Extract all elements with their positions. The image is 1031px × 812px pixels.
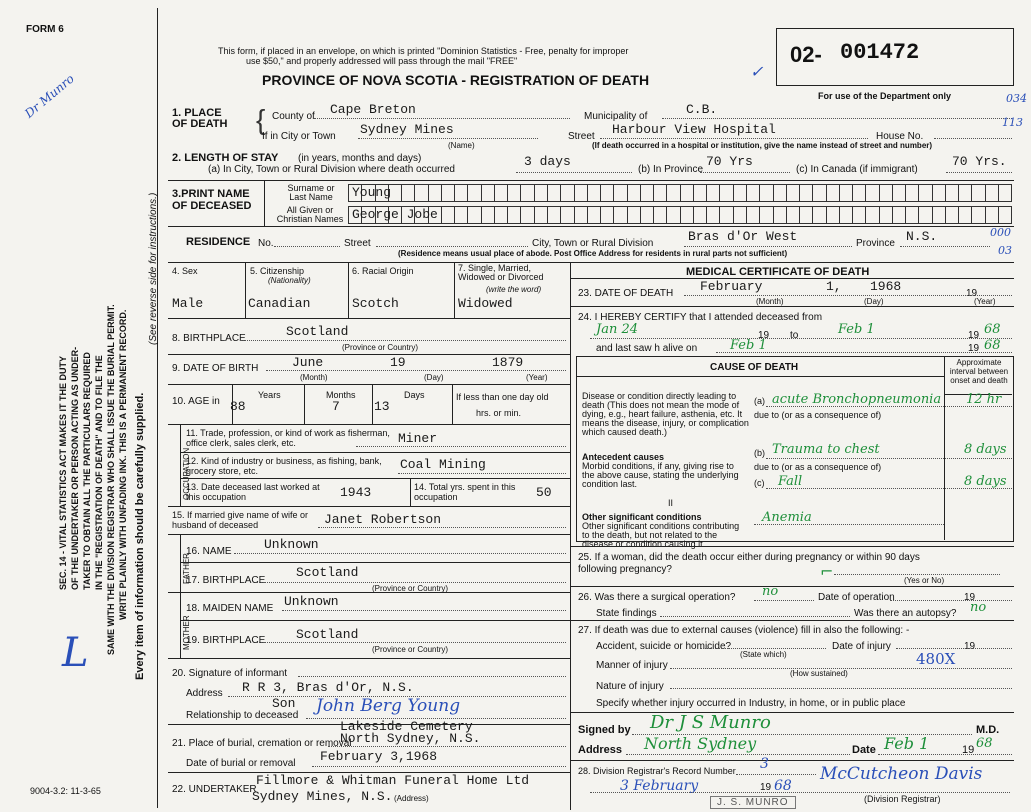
- dob-label: 9. DATE OF BIRTH: [172, 363, 259, 374]
- form-code: 9004-3.2: 11-3-65: [30, 786, 101, 796]
- city-value: Sydney Mines: [360, 122, 454, 137]
- injury-date-label: Date of injury: [832, 641, 891, 652]
- less-than-day: If less than one day old: [456, 392, 549, 402]
- attend-to-year: 68: [984, 322, 1001, 337]
- other-label-head: Other significant conditions: [582, 512, 702, 522]
- last-saw-label: and last saw h alive on: [596, 343, 698, 354]
- mother-maiden-value: Unknown: [284, 594, 339, 609]
- residence-street-label: Street: [344, 238, 371, 249]
- attend-from-year: 19: [758, 330, 770, 341]
- house-label: House No.: [876, 131, 924, 142]
- citizenship-label: 5. Citizenship: [250, 266, 305, 276]
- q27: 27. If death was due to external causes (violence) fill in also the following: -: [578, 625, 910, 636]
- informant-sig-label: 20. Signature of informant: [172, 668, 288, 679]
- side-text-7: Every item of information should be carefully supplied.: [134, 392, 146, 680]
- md-label: M.D.: [976, 724, 1000, 736]
- trade-value: Miner: [398, 431, 438, 446]
- check-mark: ✓: [750, 62, 764, 81]
- residence-province-value: N.S.: [906, 229, 938, 244]
- date-label: Date: [852, 744, 876, 756]
- state-which: (State which): [740, 650, 787, 659]
- mother-birthplace-label: 19. BIRTHPLACE: [186, 635, 266, 646]
- name-caption: (Name): [448, 141, 475, 150]
- total-years-label: 14. Total yrs. spent in this occupation: [414, 482, 516, 502]
- surname-label: Surname or Last Name: [287, 183, 335, 202]
- undertaker-address-cap: (Address): [394, 794, 429, 803]
- residence-province-label: Province: [856, 238, 895, 249]
- death-month: February: [700, 279, 763, 294]
- last-saw-value: Feb 1: [730, 338, 767, 353]
- department-use-caption: For use of the Department only: [818, 91, 952, 101]
- surname-value: Young: [352, 185, 392, 200]
- signed-value: Dr J S Munro: [650, 712, 771, 733]
- filed-year: 68: [774, 778, 792, 794]
- trade-label: 11. Trade, profession, or kind of work as fisherman, office clerk, sales clerk, etc.: [186, 428, 390, 448]
- father-birthplace-label: 17. BIRTHPLACE: [186, 575, 266, 586]
- disease-label: Disease or condition directly leading to death (This does not mean the mode of dying, e.g., heart failure, asthenia, etc. It means the disease, injury, or complication which caused death.): [582, 391, 749, 437]
- place-code-1: 034: [1006, 92, 1027, 105]
- manner-note: 480X: [916, 650, 956, 668]
- stay-b-label: (b) In Province: [638, 164, 704, 175]
- age-label: 10. AGE in: [172, 396, 220, 407]
- birthplace-caption: (Province or Country): [342, 343, 419, 352]
- street-value: Harbour View Hospital: [612, 122, 776, 137]
- birthplace-label: 8. BIRTHPLACE: [172, 333, 246, 344]
- autopsy-answer: no: [970, 600, 987, 615]
- dob-year: 1879: [492, 355, 524, 370]
- total-years-value: 50: [536, 485, 552, 500]
- death-year: 1968: [870, 279, 902, 294]
- birthplace-value: Scotland: [286, 324, 349, 339]
- mother-maiden-label: 18. MAIDEN NAME: [186, 603, 274, 614]
- last-worked-value: 1943: [340, 485, 372, 500]
- death-year-cap: (Year): [974, 297, 996, 306]
- cause-b-interval: 8 days: [964, 442, 1007, 457]
- last-saw-year-prefix: 19: [968, 343, 980, 354]
- part-ii: II: [668, 498, 674, 508]
- cause-b-prefix: (b): [754, 448, 765, 458]
- citizenship-sub: (Nationality): [268, 276, 311, 285]
- stay-c-value: 70 Yrs.: [952, 154, 1007, 169]
- cause-a: acute Bronchopneumonia: [772, 392, 942, 407]
- given-value: George Jobe: [352, 207, 438, 222]
- relationship-value: Son: [272, 696, 296, 711]
- residence-code-1: 000: [990, 226, 1011, 239]
- mail-notice-line1: This form, if placed in an envelope, on which is printed "Dominion Statistics - Free, penalty for improper: [218, 46, 629, 56]
- cause-c-interval: 8 days: [964, 474, 1007, 489]
- undertaker-label: 22. UNDERTAKER: [172, 784, 257, 795]
- age-days-cap: Days: [404, 390, 425, 400]
- burial-place-2: North Sydney, N.S.: [340, 731, 481, 746]
- accident-label: Accident, suicide or homicide?: [596, 641, 732, 652]
- manner-label: Manner of injury: [596, 660, 668, 671]
- op-date-label: Date of operation: [818, 592, 895, 603]
- informant-signature: John Berg Young: [316, 696, 461, 716]
- q28-number: 3: [760, 756, 769, 772]
- death-month-cap: (Month): [756, 297, 784, 306]
- death-date-label: 23. DATE OF DEATH: [578, 288, 674, 299]
- attend-to-year-prefix: 19: [968, 330, 980, 341]
- father-name-value: Unknown: [264, 537, 319, 552]
- father-name-label: 16. NAME: [186, 546, 232, 557]
- residence-label: RESIDENCE: [186, 236, 251, 248]
- racial-value: Scotch: [352, 296, 399, 311]
- last-worked-label: 13. Date deceased last worked at this occupation: [186, 482, 320, 502]
- other-label: Other significant conditions contributing to the death, but not related to the disease or condition causing it.: [582, 521, 740, 549]
- street-label: Street: [568, 131, 595, 142]
- municipality-label: Municipality of: [584, 111, 648, 122]
- marital-value: Widowed: [458, 296, 513, 311]
- attend-to-word: to: [790, 330, 799, 341]
- residence-city-label: City, Town or Rural Division: [532, 238, 654, 249]
- marital-label: 7. Single, Married, Widowed or Divorced: [458, 263, 544, 282]
- antecedent-label: Antecedent causes: [582, 452, 665, 462]
- side-text-8: (See reverse side for instructions.): [148, 192, 159, 345]
- date-year: 68: [976, 736, 993, 751]
- dob-day: 19: [390, 355, 406, 370]
- cause-b: Trauma to chest: [772, 442, 880, 457]
- father-side-label: FATHER: [182, 553, 191, 584]
- age-years-value: 88: [230, 399, 246, 414]
- stay-a-label: (a) In City, Town or Rural Division where death occurred: [208, 164, 455, 175]
- citizenship-value: Canadian: [248, 296, 311, 311]
- autopsy-label: Was there an autopsy?: [854, 608, 957, 619]
- dob-day-cap: (Day): [424, 373, 444, 382]
- brace: {: [256, 104, 266, 135]
- undertaker-name: Fillmore & Whitman Funeral Home Ltd: [256, 773, 530, 788]
- occupation-side-label: OCCUPATION: [182, 447, 191, 500]
- county-label: County of: [272, 111, 315, 122]
- mother-side-label: MOTHER: [182, 615, 191, 650]
- given-label: All Given or Christian Names: [276, 205, 344, 224]
- registration-prefix: 02-: [790, 42, 822, 67]
- hospital-note: (If death occurred in a hospital or institution, give the name instead of street and number): [592, 141, 933, 150]
- industry-value: Coal Mining: [400, 457, 486, 472]
- last-saw-year: 68: [984, 338, 1001, 353]
- undertaker-address: Sydney Mines, N.S.: [252, 789, 393, 804]
- filed-year-prefix: 19: [760, 782, 772, 793]
- attend-label: 24. I HEREBY CERTIFY that I attended deceased from: [578, 312, 823, 323]
- mail-notice-line2: use $50," and properly addressed will pass through the mail "FREE": [246, 56, 518, 66]
- injury-year-prefix: 19: [964, 641, 976, 652]
- dob-year-cap: (Year): [526, 373, 548, 382]
- dob-month: June: [292, 355, 324, 370]
- given-grid: [348, 206, 1012, 224]
- q26-answer: no: [762, 584, 779, 599]
- side-text-4: IN THE "REGISTRATION OF DEATH" AND TO FILE THE: [94, 355, 104, 590]
- side-text-2: OF THE UNDERTAKER OR PERSON ACTING AS UNDER-: [70, 346, 80, 590]
- stay-a-value: 3 days: [524, 154, 571, 169]
- antecedent-note: Morbid conditions, if any, giving rise to the above cause, stating the underlying condition last.: [582, 461, 739, 489]
- name-label: 3.PRINT NAME OF DECEASED: [172, 188, 252, 212]
- residence-note: (Residence means usual place of abode. Post Office Address for residents in rural parts not sufficient): [398, 249, 788, 258]
- burial-place-1: Lakeside Cemetery: [340, 719, 473, 734]
- how-sustained: (How sustained): [790, 669, 848, 678]
- stay-label: 2. LENGTH OF STAY: [172, 152, 279, 164]
- munro-stamp: J. S. MUNRO: [710, 796, 796, 809]
- date-value: Feb 1: [884, 734, 930, 753]
- residence-code-2: 03: [998, 244, 1012, 257]
- nature-label: Nature of injury: [596, 681, 664, 692]
- age-months-cap: Months: [326, 390, 356, 400]
- place-code-2: 113: [1002, 116, 1023, 129]
- q25-mark: ⌐: [820, 562, 834, 581]
- spouse-value: Janet Robertson: [324, 512, 442, 527]
- side-text-6: WRITE PLAINLY WITH UNFADING INK. THIS IS A PERMANENT RECORD.: [118, 309, 128, 620]
- state-findings: State findings: [596, 608, 657, 619]
- sex-label: 4. Sex: [172, 266, 198, 276]
- side-text-1: SEC. 14 - VITAL STATISTICS ACT MAKES IT THE DUTY: [58, 355, 68, 590]
- attend-from: Jan 24: [596, 322, 639, 337]
- q25: 25. If a woman, did the death occur either during pregnancy or within 90 days following pregnancy?: [578, 552, 920, 575]
- q26: 26. Was there a surgical operation?: [578, 592, 736, 603]
- yes-no-cap: (Yes or No): [904, 576, 945, 585]
- stay-b-value: 70 Yrs: [706, 154, 753, 169]
- q28: 28. Division Registrar's Record Number: [578, 766, 736, 776]
- relationship-label: Relationship to deceased: [186, 710, 299, 721]
- county-value: Cape Breton: [330, 102, 416, 117]
- death-day: 1,: [826, 279, 842, 294]
- death-year-prefix: 19: [966, 288, 978, 299]
- burial-place-label: 21. Place of burial, cremation or removal: [172, 738, 352, 749]
- filed-date: 3 February: [620, 778, 699, 794]
- industry-label: 12. Kind of industry or business, as fishing, bank, grocery store, etc.: [186, 456, 382, 476]
- margin-note: Dr Munro: [22, 71, 77, 121]
- mother-birthplace-value: Scotland: [296, 627, 359, 642]
- other-value: Anemia: [762, 510, 812, 525]
- registrar-signature: McCutcheon Davis: [820, 764, 983, 784]
- surname-grid: [348, 184, 1012, 202]
- side-text-3: TAKER TO OBTAIN ALL THE PARTICULARS REQUIRED: [82, 352, 92, 590]
- registrar-caption: (Division Registrar): [864, 794, 941, 804]
- burial-date-label: Date of burial or removal: [186, 758, 296, 769]
- cause-a-interval: 12 hr: [966, 392, 1002, 407]
- sex-value: Male: [172, 296, 204, 311]
- age-days-value: 13: [374, 399, 390, 414]
- op-date-year-prefix: 19: [964, 592, 976, 603]
- residence-no-label: No.: [258, 238, 274, 249]
- attend-to: Feb 1: [838, 322, 875, 337]
- informant-address-value: R R 3, Bras d'Or, N.S.: [242, 680, 414, 695]
- racial-label: 6. Racial Origin: [352, 266, 414, 276]
- stay-c-label: (c) In Canada (if immigrant): [796, 164, 918, 175]
- date-year-prefix: 19: [962, 744, 975, 756]
- residence-city-value: Bras d'Or West: [688, 229, 798, 244]
- cause-c-prefix: (c): [754, 478, 765, 488]
- form-title: PROVINCE OF NOVA SCOTIA - REGISTRATION OF DEATH: [262, 72, 650, 88]
- form-number: FORM 6: [26, 24, 64, 35]
- center-divider: [570, 262, 571, 810]
- left-border: [157, 8, 158, 808]
- mother-birthplace-cap: (Province or Country): [372, 645, 449, 654]
- place-label: 1. PLACE OF DEATH: [172, 107, 228, 130]
- dob-month-cap: (Month): [300, 373, 328, 382]
- medical-header: MEDICAL CERTIFICATE OF DEATH: [686, 266, 870, 278]
- cause-b-due: due to (or as a consequence of): [754, 462, 882, 472]
- city-label: If in City or Town: [262, 131, 336, 142]
- side-text-5: SAME WITH THE DIVISION REGISTRAR WHO SHALL ISSUE THE BURIAL PERMIT.: [106, 304, 116, 655]
- informant-address-label: Address: [186, 688, 223, 699]
- age-months-value: 7: [332, 399, 340, 414]
- industry-question: Specify whether injury occurred in Industry, in home, or in public place: [596, 698, 906, 709]
- signed-label: Signed by: [578, 724, 631, 736]
- hrs-min: hrs. or min.: [476, 408, 522, 418]
- margin-mark: L: [62, 630, 89, 676]
- municipality-value: C.B.: [686, 102, 718, 117]
- stay-qualifier: (in years, months and days): [298, 153, 422, 164]
- cause-c: Fall: [778, 474, 803, 489]
- age-years-cap: Years: [258, 390, 281, 400]
- father-birthplace-value: Scotland: [296, 565, 359, 580]
- burial-date-value: February 3,1968: [320, 749, 438, 764]
- marital-sub: (write the word): [486, 285, 542, 294]
- cause-header: CAUSE OF DEATH: [710, 362, 799, 373]
- cause-a-due: due to (or as a consequence of): [754, 410, 882, 420]
- spouse-label: 15. If married give name of wife or husband of deceased: [172, 510, 309, 530]
- interval-header: Approximate interval between onset and death: [949, 358, 1009, 385]
- cause-a-prefix: (a): [754, 396, 765, 406]
- registration-number: 001472: [840, 40, 920, 65]
- address-label: Address: [578, 744, 623, 756]
- death-day-cap: (Day): [864, 297, 884, 306]
- father-birthplace-cap: (Province or Country): [372, 584, 449, 593]
- address-value: North Sydney: [644, 734, 757, 753]
